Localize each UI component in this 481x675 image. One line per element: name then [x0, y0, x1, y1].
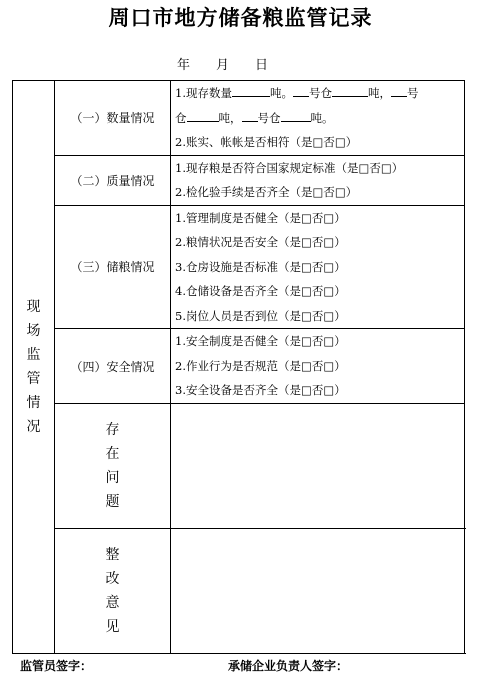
- blank-field[interactable]: [187, 109, 219, 122]
- rectify-section-label: 整 改 意 见: [55, 529, 171, 654]
- quality-items: [171, 155, 465, 205]
- item-text: 2.作业行为是否规范（是□否□）: [175, 358, 346, 373]
- item-text: 1.现存粮是否符合国家规定标准（是□否□）: [175, 160, 404, 175]
- item-text: 5.岗位人员是否到位（是□否□）: [175, 308, 346, 323]
- blank-field[interactable]: [281, 109, 311, 122]
- item-text: 2.账实、帐帐是否相符（是□否□）: [175, 135, 358, 149]
- date-month: 月: [216, 58, 230, 73]
- category-quality: （二）质量情况: [55, 155, 171, 205]
- item-text: 1.管理制度是否健全（是□否□）: [175, 210, 346, 225]
- blank-field[interactable]: [391, 84, 407, 97]
- problems-section-label: 存 在 问 题: [55, 404, 171, 529]
- onsite-section-label: 现 场 监 管 情 况: [13, 81, 55, 654]
- item-text: 1.安全制度是否健全（是□否□）: [175, 334, 346, 349]
- storage-items: [171, 205, 465, 329]
- problems-field[interactable]: [171, 404, 465, 529]
- date-year: 年: [177, 58, 191, 73]
- quantity-items: [171, 81, 465, 156]
- category-safety: （四）安全情况: [55, 329, 171, 404]
- enterprise-signature-label: 承储企业负责人签字：: [228, 659, 349, 673]
- item-text: 3.仓房设施是否标准（是□否□）: [175, 259, 346, 274]
- date-day: 日: [255, 58, 269, 73]
- safety-items: [171, 329, 465, 404]
- quantity-line-1: 1.现存数量 吨。 号仓 吨， 号: [175, 86, 419, 100]
- blank-field[interactable]: [293, 84, 309, 97]
- item-text: 2.检化验手续是否齐全（是□否□）: [175, 185, 358, 199]
- supervisor-signature-label: 监管员签字：: [20, 659, 93, 673]
- blank-field[interactable]: [332, 84, 368, 97]
- category-storage: （三）储粮情况: [55, 205, 171, 329]
- item-text: 4.仓储设备是否齐全（是□否□）: [175, 284, 346, 298]
- blank-field[interactable]: [232, 84, 270, 97]
- rectify-field[interactable]: [171, 529, 465, 654]
- page-title: 周口市地方储备粮监管记录: [108, 6, 373, 30]
- blank-field[interactable]: [242, 109, 258, 122]
- supervision-form: [12, 80, 465, 654]
- category-quantity: （一）数量情况: [55, 81, 171, 156]
- date-line: [177, 54, 268, 73]
- quantity-line-2: 仓 吨， 号仓 吨。: [175, 110, 334, 125]
- item-text: 3.安全设备是否齐全（是□否□）: [175, 383, 346, 398]
- item-text: 2.粮情状况是否安全（是□否□）: [175, 235, 346, 249]
